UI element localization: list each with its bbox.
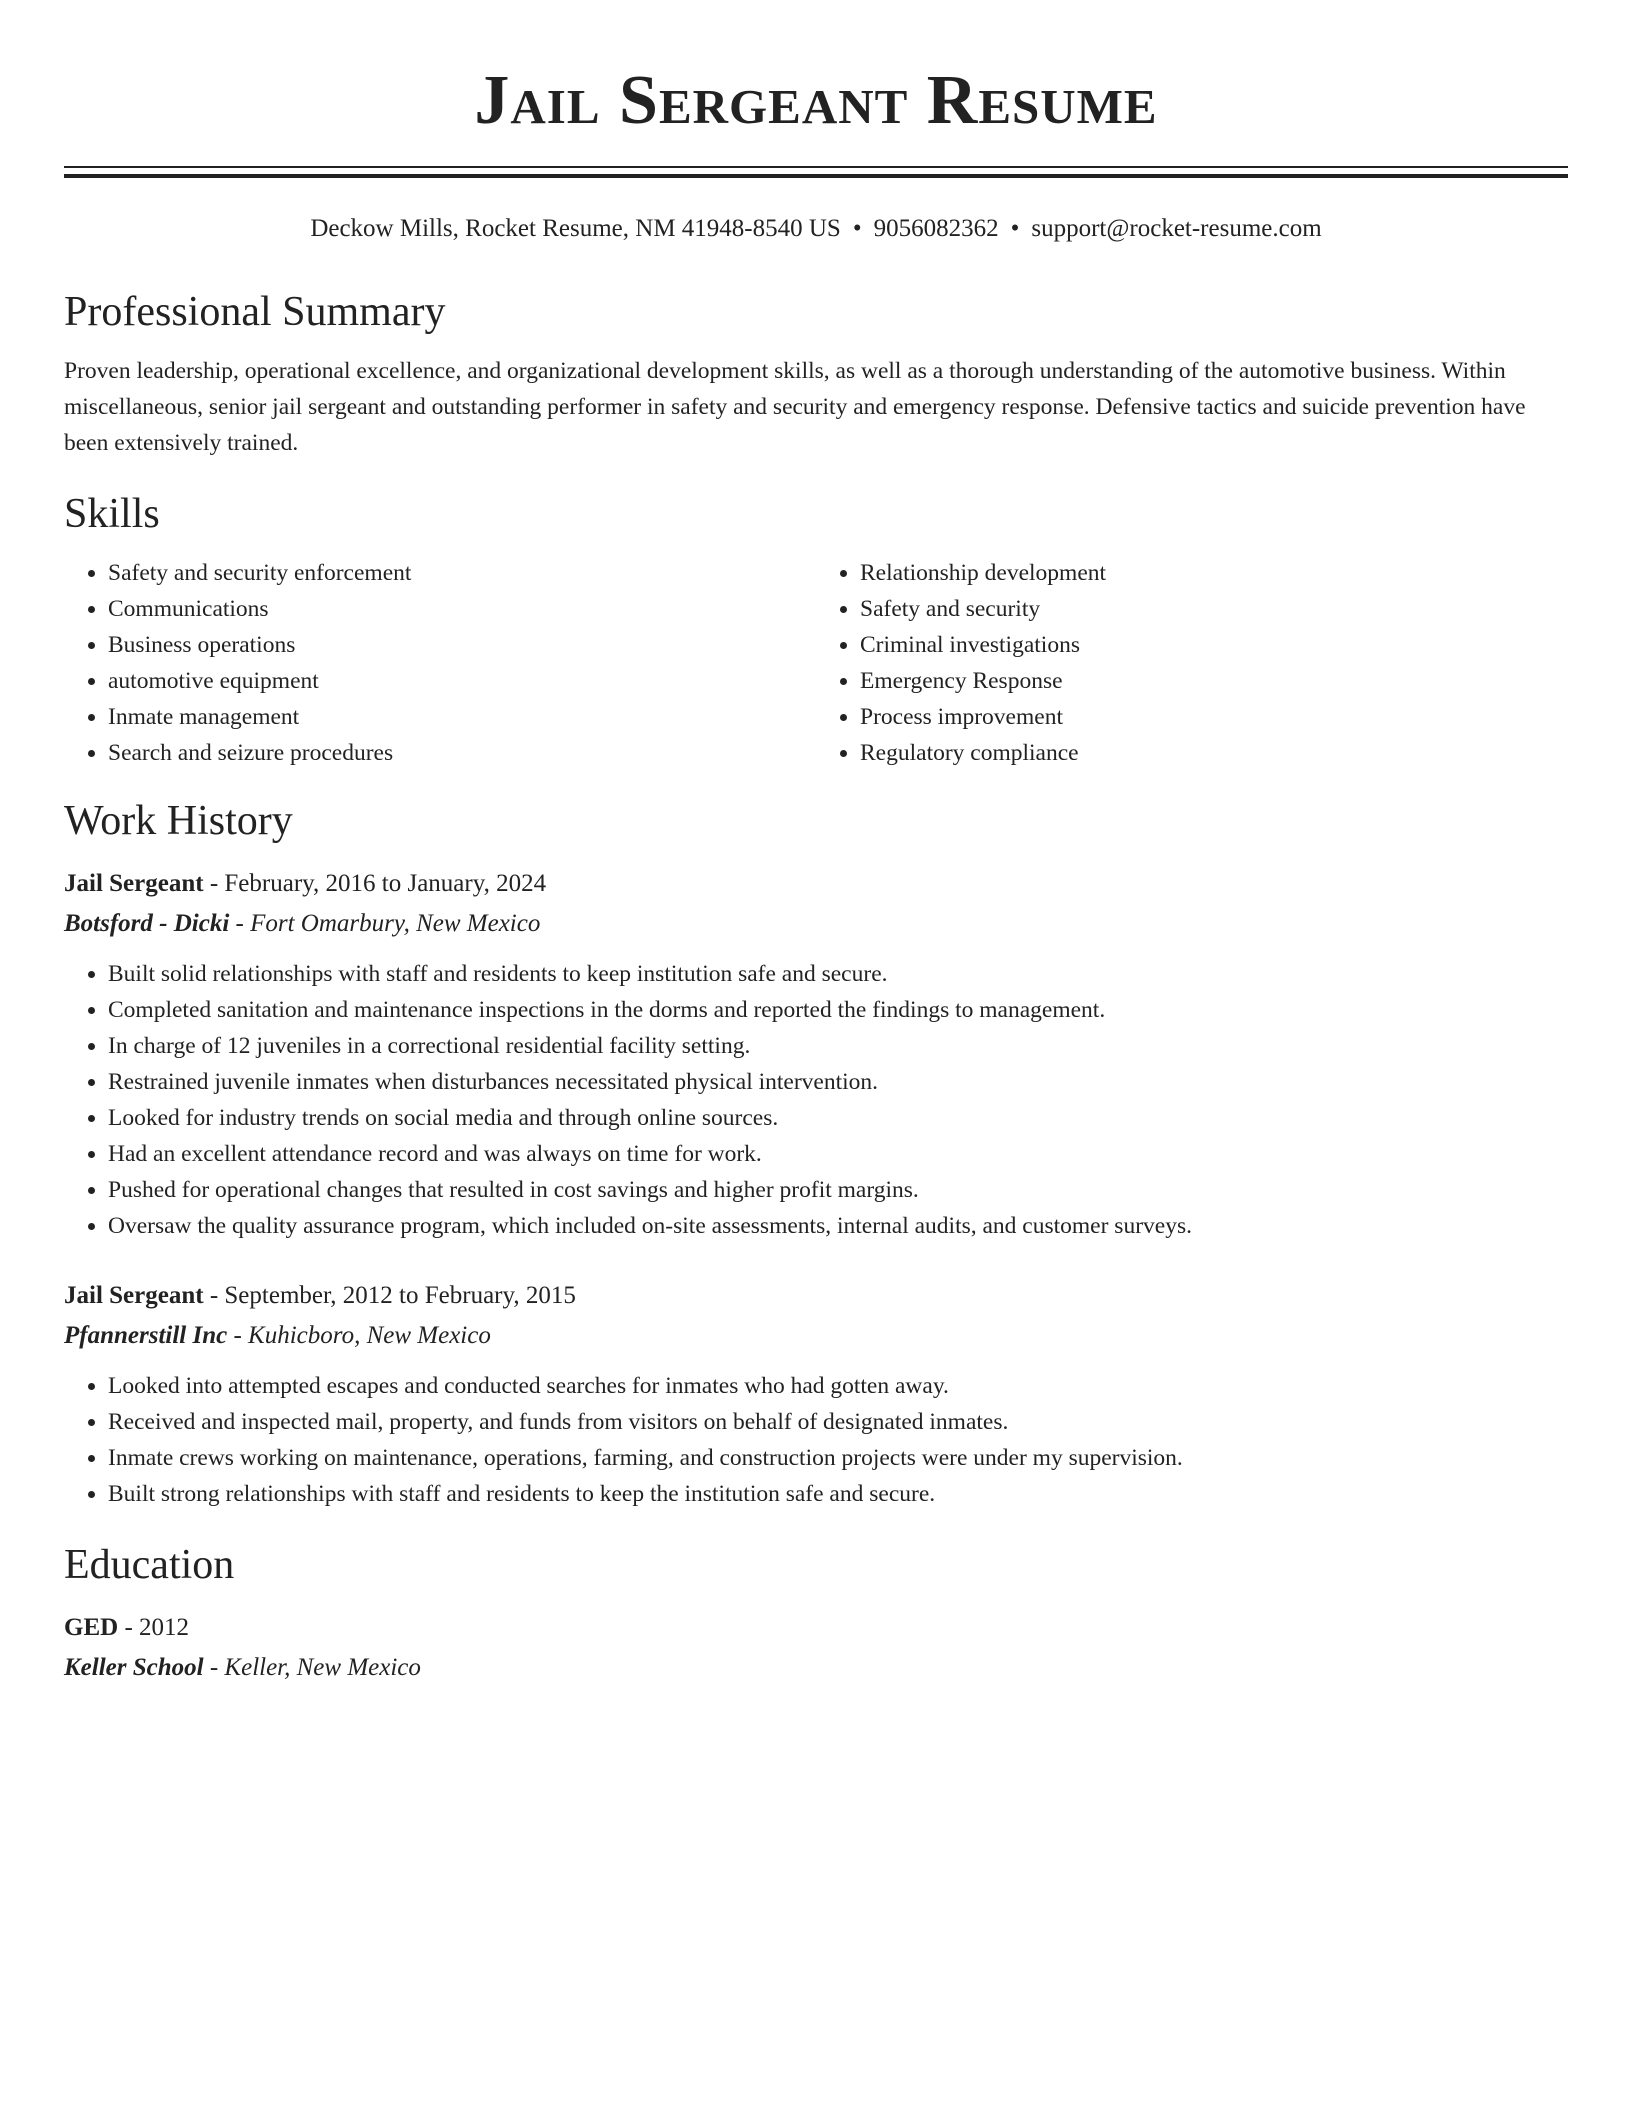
skill-item: • Process improvement xyxy=(860,699,1568,735)
job-bullet: • Oversaw the quality assurance program, which included on-site assessments, internal audits, and customer surveys. xyxy=(108,1208,1568,1244)
school-name: Keller School xyxy=(64,1654,204,1681)
job-title-line xyxy=(64,1276,1568,1316)
job-entry xyxy=(64,864,1568,1244)
contact-separator: • xyxy=(852,215,862,242)
contact-email: support@rocket-resume.com xyxy=(1031,215,1322,242)
skill-item: • Criminal investigations xyxy=(860,627,1568,663)
skill-item: • Safety and security enforcement xyxy=(108,555,816,591)
degree: GED xyxy=(64,1614,119,1641)
contact-separator: • xyxy=(1010,215,1020,242)
summary-text: Proven leadership, operational excellence, and organizational development skills, as well as a thorough understanding of the automotive business. Within miscellaneous, senior jail sergeant and outstanding performer in safety and security and emergency response. Defensive tactics and suicide prevention have been extensively trained. xyxy=(64,358,1526,456)
skill-item: • automotive equipment xyxy=(108,663,816,699)
skills-list-left xyxy=(64,555,816,771)
job-bullets xyxy=(64,1368,1568,1512)
job-entry xyxy=(64,1276,1568,1512)
job-bullet: • Looked for industry trends on social media and through online sources. xyxy=(108,1100,1568,1136)
skill-item: • Search and seizure procedures xyxy=(108,735,816,771)
job-bullet: • Pushed for operational changes that resulted in cost savings and higher profit margins. xyxy=(108,1172,1568,1208)
skills-columns xyxy=(64,555,1568,771)
skill-item: • Safety and security xyxy=(860,591,1568,627)
title-divider xyxy=(64,166,1568,178)
job-bullet: • Looked into attempted escapes and conducted searches for inmates who had gotten away. xyxy=(108,1368,1568,1404)
degree-line xyxy=(64,1608,1568,1648)
company-location: - Kuhicboro, New Mexico xyxy=(227,1322,491,1349)
contact-phone: 9056082362 xyxy=(873,215,999,242)
education-heading: Education xyxy=(64,1542,235,1588)
job-dates: - September, 2012 to February, 2015 xyxy=(203,1282,576,1309)
company-line xyxy=(64,904,1568,944)
skill-item: • Regulatory compliance xyxy=(860,735,1568,771)
job-bullet: • Completed sanitation and maintenance inspections in the dorms and reported the findings to management. xyxy=(108,992,1568,1028)
job-title: Jail Sergeant xyxy=(64,870,204,897)
contact-line xyxy=(64,213,1568,245)
job-dates: - February, 2016 to January, 2024 xyxy=(203,870,547,897)
resume-title: Jail Sergeant Resume xyxy=(474,62,1158,139)
company-name: Botsford - Dicki xyxy=(64,910,230,937)
company-name: Pfannerstill Inc xyxy=(64,1322,228,1349)
skills-list-right xyxy=(816,555,1568,771)
skill-item: • Business operations xyxy=(108,627,816,663)
skill-item: • Communications xyxy=(108,591,816,627)
company-line xyxy=(64,1316,1568,1356)
degree-year: - 2012 xyxy=(118,1614,190,1641)
school-location: - Keller, New Mexico xyxy=(203,1654,421,1681)
school-line xyxy=(64,1648,1568,1688)
education-entry xyxy=(64,1608,1568,1688)
summary-heading: Professional Summary xyxy=(64,289,446,335)
job-bullet: • Had an excellent attendance record and was always on time for work. xyxy=(108,1136,1568,1172)
skill-item: • Inmate management xyxy=(108,699,816,735)
job-bullet: • Built solid relationships with staff and residents to keep institution safe and secure. xyxy=(108,956,1568,992)
job-bullet: • In charge of 12 juveniles in a correctional residential facility setting. xyxy=(108,1028,1568,1064)
skill-item: • Emergency Response xyxy=(860,663,1568,699)
job-title-line xyxy=(64,864,1568,904)
skills-heading: Skills xyxy=(64,491,160,537)
job-bullet: • Restrained juvenile inmates when disturbances necessitated physical intervention. xyxy=(108,1064,1568,1100)
work-history-heading: Work History xyxy=(64,798,293,844)
job-bullet: • Built strong relationships with staff and residents to keep the institution safe and secure. xyxy=(108,1476,1568,1512)
skill-item: • Relationship development xyxy=(860,555,1568,591)
job-title: Jail Sergeant xyxy=(64,1282,204,1309)
contact-address: Deckow Mills, Rocket Resume, NM 41948-8540 US xyxy=(310,215,841,242)
job-bullets xyxy=(64,956,1568,1244)
job-bullet: • Received and inspected mail, property, and funds from visitors on behalf of designated inmates. xyxy=(108,1404,1568,1440)
company-location: - Fort Omarbury, New Mexico xyxy=(229,910,541,937)
job-bullet: • Inmate crews working on maintenance, operations, farming, and construction projects were under my supervision. xyxy=(108,1440,1568,1476)
